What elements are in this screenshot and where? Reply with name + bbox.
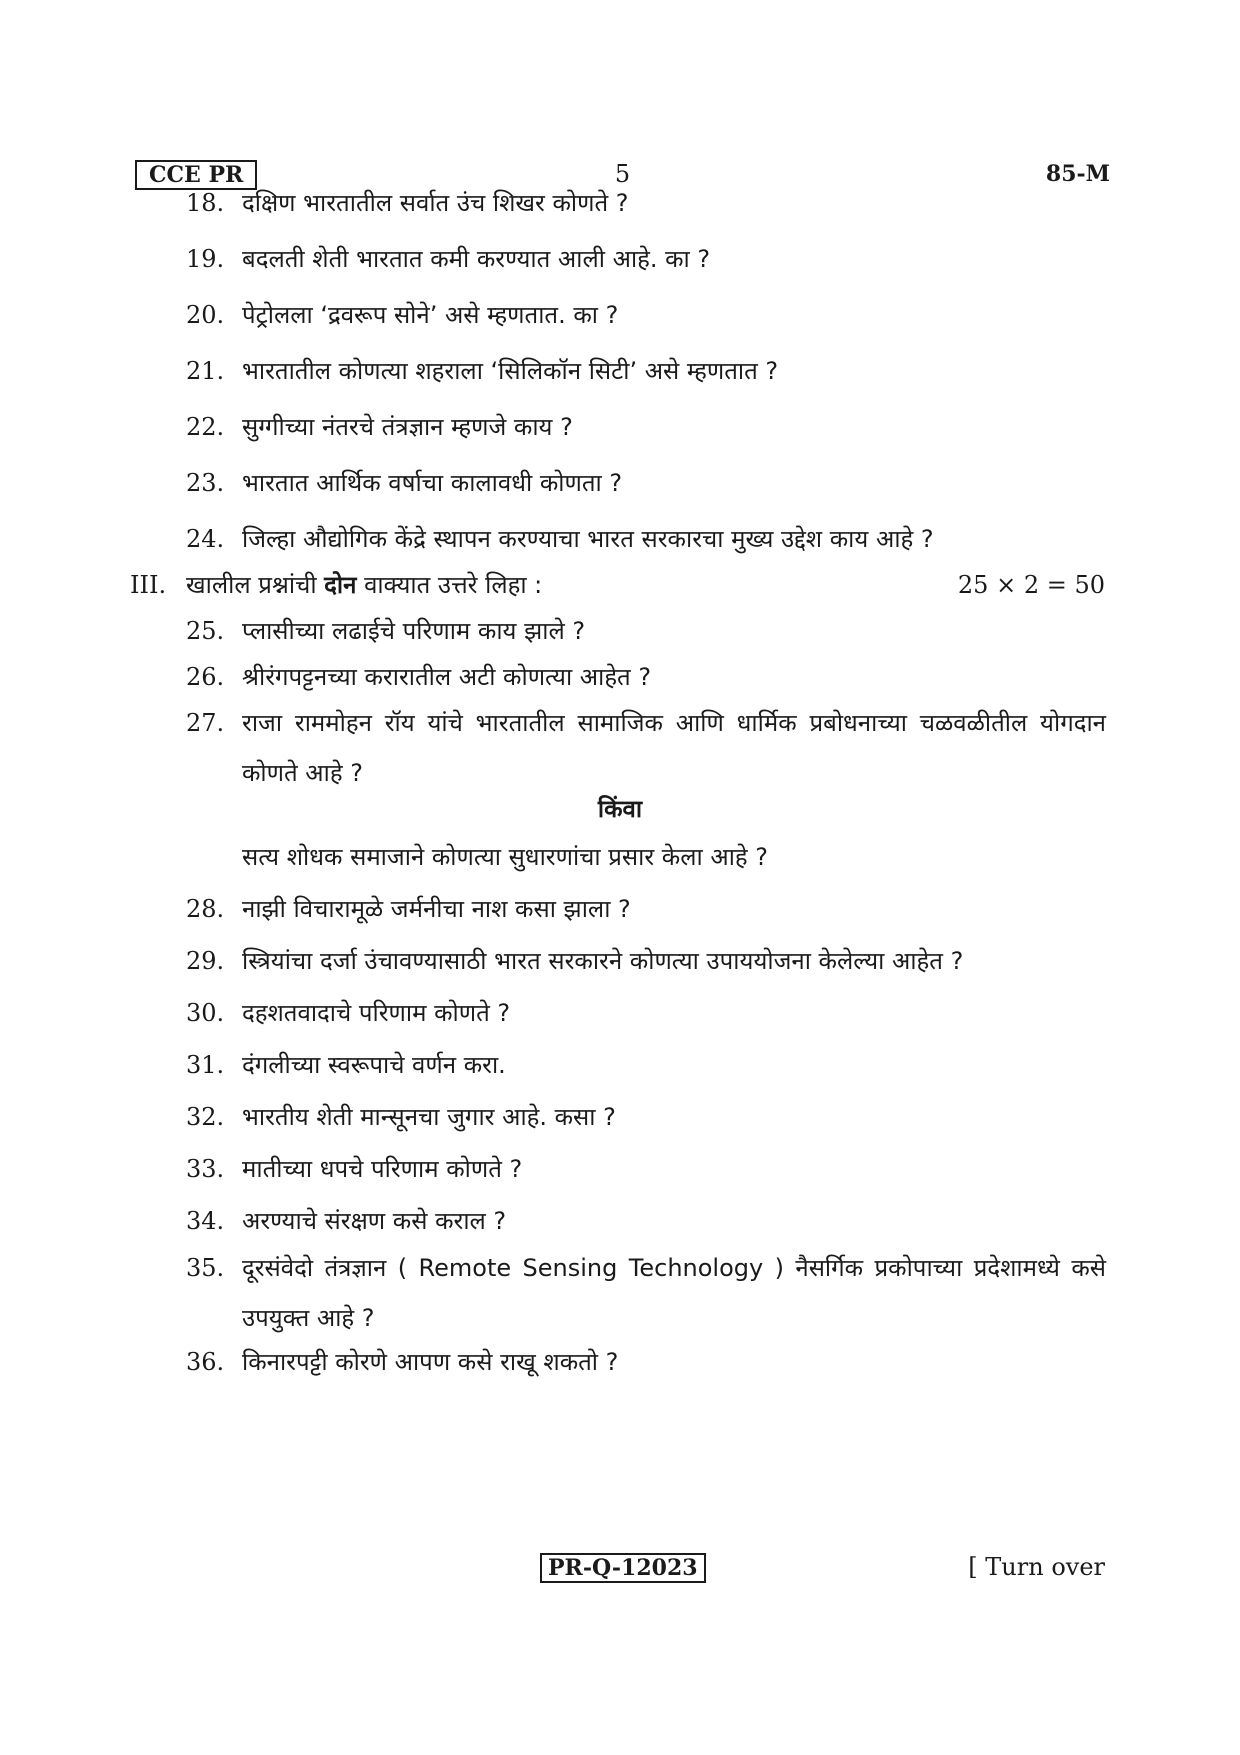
- question-text: राजा राममोहन रॉय यांचे भारतातील सामाजिक आणि धार्मिक प्रबोधनाच्या चळवळीतील योगदान कोणते आहे ?: [242, 709, 1106, 787]
- exam-code-box: CCE PR: [135, 160, 257, 190]
- section-marks: 25 × 2 = 50: [957, 571, 1105, 599]
- question-text: दक्षिण भारतातील सर्वात उंच शिखर कोणते ?: [242, 189, 629, 217]
- question-34: [186, 1204, 1106, 1238]
- question-number: 20.: [186, 301, 225, 329]
- question-number: 29.: [186, 947, 225, 975]
- question-text: भारतात आर्थिक वर्षाचा कालावधी कोणता ?: [242, 469, 623, 497]
- question-19: [186, 242, 1106, 276]
- question-20: [186, 298, 1106, 332]
- question-number: 22.: [186, 413, 225, 441]
- question-24: [186, 522, 1106, 556]
- question-number: 19.: [186, 245, 225, 273]
- question-text: स्त्रियांचा दर्जा उंचावण्यासाठी भारत सरकारने कोणत्या उपाययोजना केलेल्या आहेत ?: [242, 947, 964, 975]
- section-roman: III.: [130, 571, 167, 599]
- question-number: 33.: [186, 1155, 225, 1183]
- question-22: [186, 410, 1106, 444]
- question-number: 18.: [186, 189, 225, 217]
- turn-over-note: [ Turn over: [968, 1553, 1105, 1581]
- question-number: 23.: [186, 469, 225, 497]
- question-23: [186, 466, 1106, 500]
- question-text: बदलती शेती भारतात कमी करण्यात आली आहे. का ?: [242, 245, 711, 273]
- question-18: [186, 186, 1106, 220]
- paper-code: 85-M: [1045, 161, 1110, 187]
- question-25: [186, 614, 1106, 648]
- question-26: [186, 660, 1106, 694]
- question-number: 21.: [186, 357, 225, 385]
- question-number: 34.: [186, 1207, 225, 1235]
- question-text: सुग्गीच्या नंतरचे तंत्रज्ञान म्हणजे काय ?: [242, 413, 573, 441]
- question-number: 28.: [186, 895, 225, 923]
- question-text: जिल्हा औद्योगिक केंद्रे स्थापन करण्याचा भारत सरकारचा मुख्य उद्देश काय आहे ?: [242, 525, 934, 553]
- question-text: भारतातील कोणत्या शहराला ‘सिलिकॉन सिटी’ असे म्हणतात ?: [242, 357, 779, 385]
- question-35: [186, 1243, 1106, 1343]
- page-number: 5: [614, 160, 631, 188]
- question-number: 32.: [186, 1103, 225, 1131]
- question-number: 35.: [186, 1254, 225, 1282]
- question-number: 24.: [186, 525, 225, 553]
- question-32: [186, 1100, 1106, 1134]
- question-text: मातीच्या धपचे परिणाम कोणते ?: [242, 1155, 523, 1183]
- question-29: [186, 944, 1106, 978]
- question-36: [186, 1345, 1106, 1379]
- section-title-prefix: खालील प्रश्नांची: [186, 571, 325, 599]
- question-21: [186, 354, 1106, 388]
- question-text: अरण्याचे संरक्षण कसे कराल ?: [242, 1207, 507, 1235]
- question-text: श्रीरंगपट्टनच्या करारातील अटी कोणत्या आहेत ?: [242, 663, 652, 691]
- question-33: [186, 1152, 1106, 1186]
- question-number: 25.: [186, 617, 225, 645]
- or-separator: किंवा: [597, 795, 643, 823]
- question-27: [186, 698, 1106, 798]
- section-heading: [130, 568, 1105, 602]
- section-title: [186, 571, 542, 599]
- question-31: [186, 1048, 1106, 1082]
- footer-paper-code: PR-Q-12023: [540, 1553, 706, 1583]
- question-number: 31.: [186, 1051, 225, 1079]
- question-27-alternative: सत्य शोधक समाजाने कोणत्या सुधारणांचा प्रसार केला आहे ?: [242, 843, 768, 871]
- question-text: पेट्रोलला ‘द्रवरूप सोने’ असे म्हणतात. का ?: [242, 301, 619, 329]
- question-text: दहशतवादाचे परिणाम कोणते ?: [242, 999, 511, 1027]
- question-number: 26.: [186, 663, 225, 691]
- question-text: दूरसंवेदो तंत्रज्ञान ( Remote Sensing Technology ) नैसर्गिक प्रकोपाच्या प्रदेशामध्ये कसे उपयुक्त आहे ?: [242, 1254, 1106, 1332]
- question-text: प्लासीच्या लढाईचे परिणाम काय झाले ?: [242, 617, 586, 645]
- question-number: 30.: [186, 999, 225, 1027]
- question-28: [186, 892, 1106, 926]
- section-title-suffix: वाक्यात उत्तरे लिहा :: [356, 571, 543, 599]
- question-text: दंगलीच्या स्वरूपाचे वर्णन करा.: [242, 1051, 506, 1079]
- question-text: किनारपट्टी कोरणे आपण कसे राखू शकतो ?: [242, 1348, 619, 1376]
- question-text: नाझी विचारामूळे जर्मनीचा नाश कसा झाला ?: [242, 895, 631, 923]
- question-number: 36.: [186, 1348, 225, 1376]
- section-title-bold: दोन: [324, 571, 357, 599]
- question-number: 27.: [186, 709, 225, 737]
- question-30: [186, 996, 1106, 1030]
- question-text: भारतीय शेती मान्सूनचा जुगार आहे. कसा ?: [242, 1103, 616, 1131]
